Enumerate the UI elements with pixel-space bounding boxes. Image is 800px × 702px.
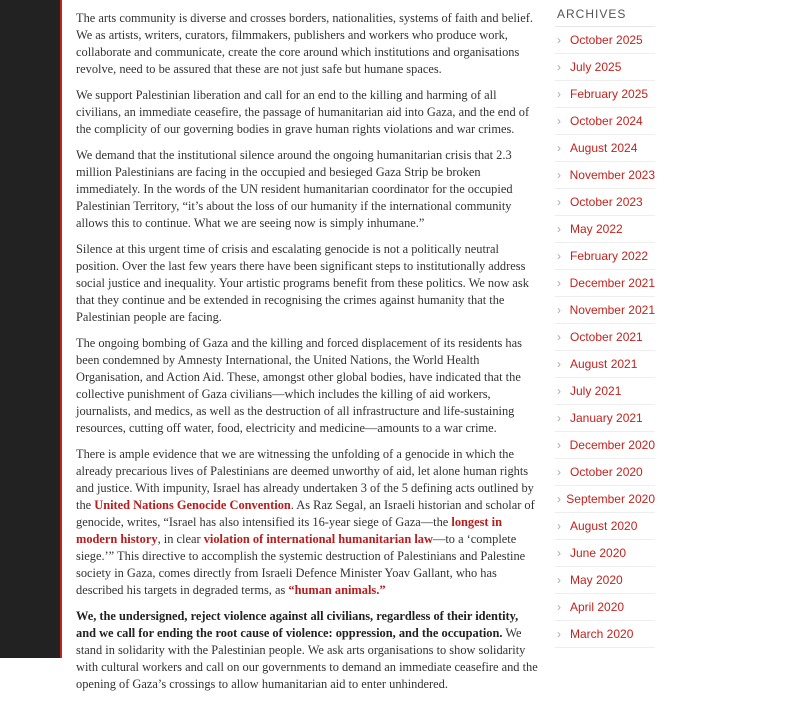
archive-link[interactable]: August 2024 — [570, 141, 638, 155]
paragraph-6-text-4: —to a ‘complete siege.’” This directive to accomplish the systemic destruction of Palestinians and Palestine society in Gaza, comes directly from Israeli Defence Minister Yoav Gallant, who has described his targets in degraded terms, as — [76, 532, 526, 597]
left-dark-bar — [0, 0, 60, 658]
archive-item — [555, 378, 655, 405]
archive-link[interactable]: November 2021 — [569, 303, 655, 317]
chevron-right-icon: › — [557, 60, 561, 74]
chevron-right-icon: › — [557, 114, 561, 128]
longest-in-modern-history-link[interactable]: longest in modern history — [76, 515, 502, 546]
archive-item — [555, 432, 655, 459]
archive-item — [555, 324, 655, 351]
chevron-right-icon: › — [557, 573, 561, 587]
archive-item — [555, 405, 655, 432]
chevron-right-icon: › — [557, 195, 561, 209]
violation-of-humanitarian-law-link[interactable]: violation of international humanitarian law — [203, 532, 433, 546]
archive-link[interactable]: January 2021 — [570, 411, 643, 425]
archive-item — [555, 351, 655, 378]
archive-link[interactable]: October 2024 — [570, 114, 643, 128]
archive-item — [555, 513, 655, 540]
paragraph-6-text-2: . As Raz Segal, an Israeli historian and scholar of genocide, writes, “Israel has also intensified its 16-year siege of Gaza—the — [76, 498, 535, 529]
archive-link[interactable]: February 2025 — [570, 87, 649, 101]
chevron-right-icon: › — [557, 141, 561, 155]
archive-item — [555, 162, 655, 189]
archive-link[interactable]: May 2020 — [570, 573, 623, 587]
left-accent-line — [60, 0, 62, 658]
chevron-right-icon: › — [557, 303, 561, 317]
archive-link[interactable]: February 2022 — [570, 249, 649, 263]
chevron-right-icon: › — [557, 384, 561, 398]
archive-item — [555, 594, 655, 621]
archive-link[interactable]: June 2020 — [570, 546, 627, 560]
archive-link[interactable]: August 2021 — [570, 357, 638, 371]
archive-item — [555, 621, 655, 648]
archive-item — [555, 81, 655, 108]
un-genocide-convention-link[interactable]: United Nations Genocide Convention — [94, 498, 291, 512]
archive-link[interactable]: September 2020 — [566, 492, 655, 506]
chevron-right-icon: › — [557, 465, 561, 479]
chevron-right-icon: › — [557, 168, 561, 182]
archive-link[interactable]: April 2020 — [570, 600, 625, 614]
chevron-right-icon: › — [557, 276, 561, 290]
article-body — [76, 10, 538, 702]
archive-link[interactable]: March 2020 — [570, 627, 634, 641]
paragraph-7 — [76, 608, 538, 693]
archive-link[interactable]: July 2025 — [570, 60, 622, 74]
archive-item — [555, 270, 655, 297]
archive-link[interactable]: October 2025 — [570, 33, 643, 47]
archive-item — [555, 135, 655, 162]
paragraph-6-text-3: , in clear — [157, 532, 204, 546]
archives-sidebar — [555, 4, 655, 648]
archive-item — [555, 540, 655, 567]
archive-link[interactable]: November 2023 — [569, 168, 655, 182]
paragraph-4: Silence at this urgent time of crisis and escalating genocide is not a politically neutral position. Over the last few years there have been significant steps to institutionally address social justice and inequality. Your artistic programs benefit from these politics. We now ask that they continue and be extended in recognising the crimes against humanity that the Palestinian people are facing. — [76, 242, 529, 324]
chevron-right-icon: › — [557, 600, 561, 614]
archive-link[interactable]: May 2022 — [570, 222, 623, 236]
archive-link[interactable]: October 2023 — [570, 195, 643, 209]
archive-list — [555, 27, 655, 648]
archive-link[interactable]: December 2021 — [569, 276, 655, 290]
paragraph-5: The ongoing bombing of Gaza and the killing and forced displacement of its residents has been condemned by Amnesty International, the United Nations, the World Health Organisation, and Action Aid. These, amongst other global bodies, have indicated that the collective punishment of Gaza civilians—which includes the killing of aid workers, journalists, and medics, as well as the destruction of all infrastructure and life-sustaining resources, cutting off water, food, electricity and medicine—amounts to a war crime. — [76, 336, 522, 435]
human-animals-link[interactable]: “human animals.” — [288, 583, 386, 597]
paragraph-2: We support Palestinian liberation and call for an end to the killing and harming of all civilians, an immediate ceasefire, the passage of humanitarian aid into Gaza, and the end of the complicity of our governing bodies in grave human rights violations and war crimes. — [76, 88, 530, 136]
chevron-right-icon: › — [557, 249, 561, 263]
archive-link[interactable]: October 2021 — [570, 330, 643, 344]
archive-link[interactable]: October 2020 — [570, 465, 643, 479]
chevron-right-icon: › — [557, 627, 561, 641]
archive-item — [555, 108, 655, 135]
archive-item — [555, 216, 655, 243]
archive-item — [555, 27, 655, 54]
paragraph-7-bold: We, the undersigned, reject violence against all civilians, regardless of their identity, and we call for ending the root cause of violence: oppression, and the occupation. — [76, 609, 519, 640]
paragraph-1: The arts community is diverse and crosses borders, nationalities, systems of faith and belief. We as artists, writers, curators, filmmakers, publishers and workers who produce work, collaborate and communicate, create the core around which institutions and organisations revolve, need to be assured that these are not just safe but humane spaces. — [76, 11, 533, 76]
archive-item — [555, 297, 655, 324]
chevron-right-icon: › — [557, 357, 561, 371]
archive-item — [555, 459, 655, 486]
paragraph-7-text: We stand in solidarity with the Palestinian people. We ask arts organisations to show solidarity with cultural workers and call on our governments to demand an immediate ceasefire and the opening of Gaza’s crossings to allow humanitarian aid to enter unhindered. — [76, 626, 538, 691]
chevron-right-icon: › — [557, 438, 561, 452]
archive-item — [555, 243, 655, 270]
chevron-right-icon: › — [557, 519, 561, 533]
archives-heading: ARCHIVES — [555, 4, 655, 27]
paragraph-3: We demand that the institutional silence around the ongoing humanitarian crisis that 2.3 million Palestinians are facing in the occupied and besieged Gaza Strip be broken immediately. In the words of the UN resident humanitarian coordinator for the occupied Palestinian Territory, “it’s about the loss of our humanity if the international community allows this to continue. What we are seeing now is simply inhumane.” — [76, 148, 513, 230]
paragraph-6 — [76, 446, 538, 599]
archive-link[interactable]: August 2020 — [570, 519, 638, 533]
archive-item — [555, 189, 655, 216]
archive-item — [555, 54, 655, 81]
archive-link[interactable]: December 2020 — [569, 438, 655, 452]
chevron-right-icon: › — [557, 492, 561, 506]
chevron-right-icon: › — [557, 411, 561, 425]
paragraph-6-text-1: There is ample evidence that we are witnessing the unfolding of a genocide in which the already precarious lives of Palestinians are deemed unworthy of aid, let alone human rights and justice. With impunity, Israel has already undertaken 3 of the 5 defining acts outlined by the — [76, 447, 534, 512]
chevron-right-icon: › — [557, 222, 561, 236]
archive-item — [555, 567, 655, 594]
chevron-right-icon: › — [557, 330, 561, 344]
chevron-right-icon: › — [557, 33, 561, 47]
archive-item — [555, 486, 655, 513]
archive-link[interactable]: July 2021 — [570, 384, 622, 398]
chevron-right-icon: › — [557, 87, 561, 101]
chevron-right-icon: › — [557, 546, 561, 560]
